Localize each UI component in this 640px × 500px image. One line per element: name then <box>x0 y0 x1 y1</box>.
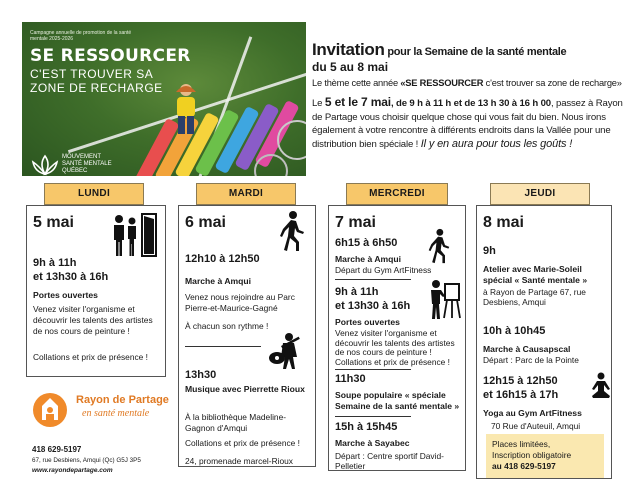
event-title: Soupe populaire « spéciale Semaine de la santé mentale » <box>335 390 460 411</box>
event-time: et 13h30 à 16h <box>33 271 109 283</box>
event-title: Yoga au Gym ArtFitness <box>483 408 582 418</box>
event-description: Venez nous rejoindre au Parc Pierre-et-Maurice-Gagné <box>185 292 295 313</box>
paragraph-dates: 5 et le 7 mai <box>324 95 391 109</box>
guitar-player-icon <box>263 332 309 370</box>
event-title: Atelier avec Marie-Soleil spécial « Santé mentale » <box>483 264 588 285</box>
event-time: 9h <box>483 245 496 257</box>
invitation-dates: du 5 au 8 mai <box>312 60 389 74</box>
event-description: Venez visiter l'organisme et découvrir les talents des artistes de nos cours de peinture ! <box>33 304 153 336</box>
event-note: Collations et prix de présence ! <box>33 352 148 362</box>
theme-line <box>312 78 632 88</box>
notice-line: Inscription obligatoire <box>492 450 572 460</box>
day-column-mercredi <box>328 205 466 471</box>
theme-suffix: c'est trouver sa zone de recharge» <box>483 78 622 88</box>
day-header-lundi: LUNDI <box>44 183 144 205</box>
rayon-de-partage-logo-icon <box>30 390 70 430</box>
day-date: 7 mai <box>335 214 376 231</box>
org-phone: 418 629-5197 <box>32 445 82 454</box>
event-address: 70 Rue d'Auteuil, Amqui <box>491 421 581 431</box>
event-time: 12h10 à 12h50 <box>185 253 260 265</box>
event-location: Départ du Gym ArtFitness <box>335 265 432 275</box>
banner-subline: ZONE DE RECHARGE <box>30 81 163 95</box>
walking-person-icon <box>425 228 453 264</box>
notice-phone: au 418 629-5197 <box>492 461 556 471</box>
event-title: Musique avec Pierrette Rioux <box>185 384 305 394</box>
yoga-pose-icon <box>589 372 613 402</box>
separator <box>335 416 411 417</box>
day-header-jeudi: JEUDI <box>490 183 590 205</box>
event-time: et 13h30 à 16h <box>335 300 411 312</box>
org-name: Rayon de Partage <box>76 394 169 406</box>
notice-line: Places limitées, <box>492 439 551 449</box>
event-title: Marche à Causapscal <box>483 344 571 354</box>
door-welcome-icon <box>109 210 161 260</box>
event-note: Collations et prix de présence ! <box>335 357 450 367</box>
bicycle-wheel <box>277 120 306 160</box>
campaign-banner <box>22 22 306 176</box>
day-date: 6 mai <box>185 214 226 231</box>
invitation-block <box>312 40 632 151</box>
org-website[interactable]: www.rayondepartage.com <box>32 467 113 474</box>
banner-subline: C'EST TROUVER SA <box>30 67 154 81</box>
event-time: 12h15 à 12h50 <box>483 375 558 387</box>
movement-name: MOUVEMENT SANTÉ MENTALE QUÉBEC <box>62 154 112 174</box>
event-description: Venez visiter l'organisme et découvrir les talents des artistes de nos cours de peinture ! <box>335 328 455 357</box>
event-location: à Rayon de Partage 67, rue Desbiens, Amqui <box>483 287 586 307</box>
event-time: 9h à 11h <box>335 286 379 298</box>
walking-person-icon <box>277 210 307 252</box>
invitation-word: Invitation <box>312 40 385 59</box>
separator <box>335 369 411 370</box>
event-location: À la bibliothèque Madeline-Gagnon d'Amqui <box>185 412 287 433</box>
day-header-mardi: MARDI <box>196 183 296 205</box>
paragraph-start: Le <box>312 98 325 109</box>
day-column-lundi <box>26 205 166 377</box>
event-title: Marche à Sayabec <box>335 438 410 448</box>
invitation-title <box>312 40 632 74</box>
event-time: 10h à 10h45 <box>483 325 546 337</box>
event-time: 6h15 à 6h50 <box>335 237 398 249</box>
day-date: 8 mai <box>483 214 524 231</box>
painter-easel-icon <box>427 278 461 320</box>
day-column-mardi <box>178 205 316 467</box>
separator <box>335 279 411 280</box>
event-title: Marche à Amqui <box>185 276 252 286</box>
event-title: Marche à Amqui <box>335 254 402 264</box>
theme-prefix: Le thème cette année <box>312 78 401 88</box>
paragraph-hours: , de 9 h à 11 h et de 13 h 30 à 16 h 00 <box>390 98 551 109</box>
bicycle-wheel <box>254 154 288 176</box>
day-header-mercredi: MERCREDI <box>346 183 448 205</box>
event-location: Départ : Centre sportif David-Pelletier <box>335 451 444 471</box>
paragraph-body: , passez à Rayon de Partage vous choisir quelque chose qui vous fait du bien. Nous irons également à votre rencontre à différents endroits dans la Vallée pour une distribution bien spéciale ! <box>312 98 623 150</box>
event-address: 24, promenade marcel-Rioux <box>185 456 293 466</box>
org-address: 67, rue Desbiens, Amqui (Qc) G5J 3P5 <box>32 457 141 464</box>
registration-notice <box>486 434 604 478</box>
invitation-subtitle: pour la Semaine de la santé mentale <box>384 46 567 58</box>
event-time: 13h30 <box>185 369 217 381</box>
theme-name: «SE RESSOURCER <box>400 78 484 88</box>
resting-person-illustration <box>168 82 204 136</box>
event-time: 9h à 11h <box>33 257 77 269</box>
paragraph-emphasis: Il y en aura pour tous les goûts ! <box>420 137 573 150</box>
separator <box>185 346 261 347</box>
event-title: Portes ouvertes <box>33 290 98 300</box>
event-note: À chacun son rythme ! <box>185 321 269 331</box>
event-time: 15h à 15h45 <box>335 421 398 433</box>
day-date: 5 mai <box>33 214 74 231</box>
event-location: Départ : Parc de la Pointe <box>483 355 579 365</box>
campaign-caption: Campagne annuelle de promotion de la santé mentale 2025-2026 <box>30 30 132 42</box>
org-tagline: en santé mentale <box>82 408 150 419</box>
banner-headline: SE RESSOURCER <box>30 46 191 66</box>
event-time: et 16h15 à 17h <box>483 389 559 401</box>
event-title: Portes ouvertes <box>335 317 400 327</box>
lotus-logo-icon <box>30 154 60 176</box>
event-note: Collations et prix de présence ! <box>185 438 300 448</box>
invitation-paragraph <box>312 96 632 151</box>
event-time: 11h30 <box>335 373 366 385</box>
